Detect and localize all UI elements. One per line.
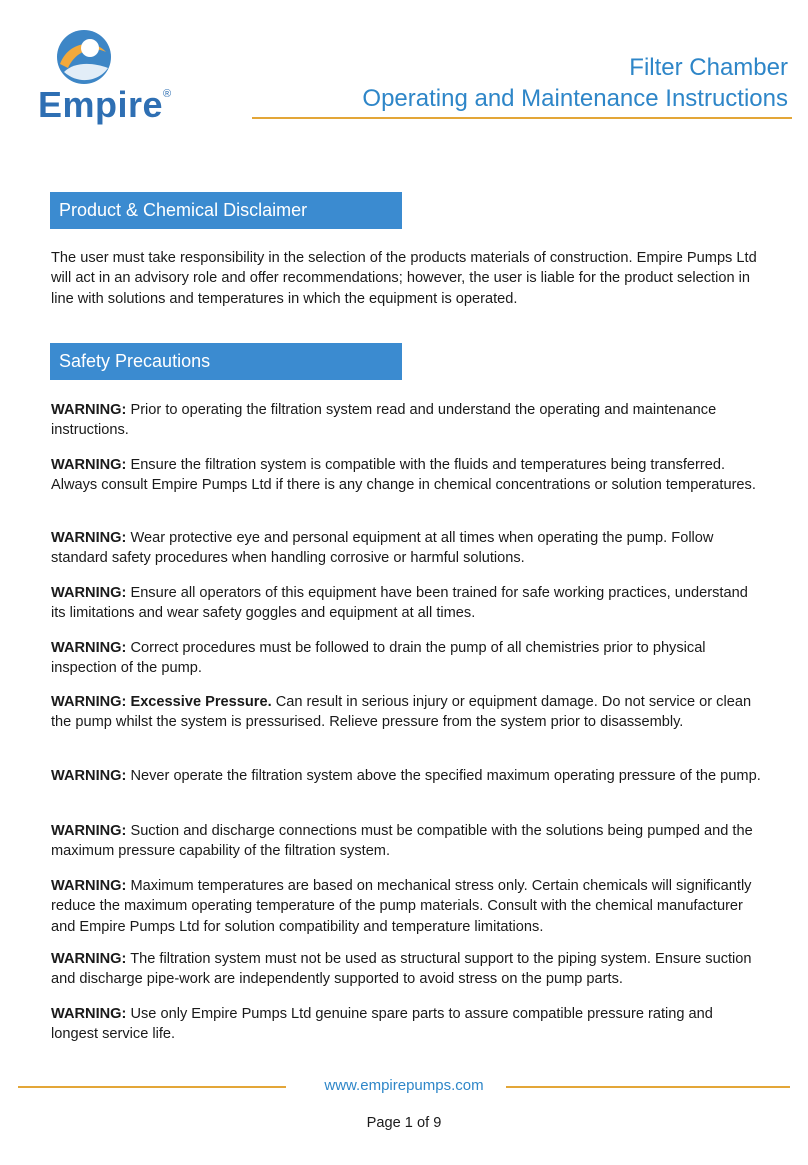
warning-label: WARNING:: [51, 694, 127, 710]
warning-item: WARNING: Ensure all operators of this equipment have been trained for safe working practices, understand its limitations and wear safety goggles and equipment at all times.: [51, 585, 748, 622]
empire-logo: [38, 28, 178, 128]
warning-label: WARNING:: [51, 951, 127, 967]
disclaimer-heading: Product & Chemical Disclaimer: [50, 192, 402, 229]
document-title-line2: Operating and Maintenance Instructions: [362, 85, 788, 112]
warning-label: WARNING:: [51, 585, 127, 601]
warning-item: WARNING: Use only Empire Pumps Ltd genuine spare parts to assure compatible pressure rating and longest service life.: [51, 1006, 713, 1043]
header-divider: [252, 117, 792, 119]
warning-item: WARNING: Suction and discharge connections must be compatible with the solutions being pumped and the maximum pressure capability of the filtration system.: [51, 823, 753, 860]
warning-item: WARNING: The filtration system must not be used as structural support to the piping system. Ensure suction and discharge pipe-work are independently supported to avoid stress on the pump parts.: [51, 951, 752, 988]
warning-label: WARNING:: [51, 1006, 127, 1022]
page-number: Page 1 of 9: [366, 1115, 442, 1131]
warning-label: WARNING:: [51, 530, 127, 546]
warning-emphasis: Excessive Pressure.: [126, 694, 272, 710]
warning-label: WARNING:: [51, 878, 127, 894]
document-title: [362, 52, 788, 114]
warning-label: WARNING:: [51, 640, 127, 656]
warning-label: WARNING:: [51, 457, 127, 473]
warning-item: WARNING: Prior to operating the filtration system read and understand the operating and maintenance instructions.: [51, 402, 717, 439]
warning-label: WARNING:: [51, 768, 127, 784]
empire-swirl-icon: [54, 28, 114, 86]
logo-wordmark: Empire®: [38, 84, 172, 125]
safety-heading: Safety Precautions: [50, 343, 402, 380]
warning-label: WARNING:: [51, 823, 127, 839]
warning-item: WARNING: Never operate the filtration system above the specified maximum operating pressure of the pump.: [51, 768, 761, 784]
warning-label: WARNING:: [51, 402, 127, 418]
warning-item: WARNING: Maximum temperatures are based on mechanical stress only. Certain chemicals will significantly reduce the maximum operating temperature of the pump materials. Consult with the chemical manufacturer and Empire Pumps Ltd for solution compatibility and temperature limitations.: [51, 878, 752, 935]
warning-item: WARNING: Excessive Pressure. Can result in serious injury or equipment damage. Do not service or clean the pump whilst the system is pressurised. Relieve pressure from the system prior to disassembly.: [51, 694, 752, 731]
warning-item: WARNING: Ensure the filtration system is compatible with the fluids and temperatures being transferred. Always consult Empire Pumps Ltd if there is any change in chemical concentrations or solution temperatures.: [51, 457, 756, 494]
warning-item: WARNING: Correct procedures must be followed to drain the pump of all chemistries prior to physical inspection of the pump.: [51, 640, 706, 677]
document-title-line1: Filter Chamber: [629, 54, 788, 81]
footer-website-link[interactable]: www.empirepumps.com: [324, 1077, 484, 1094]
disclaimer-body: The user must take responsibility in the selection of the products materials of construction. Empire Pumps Ltd will act in an advisory role and offer recommendations; however, the user is liable for the product selection in line with solutions and temperatures in which the equipment is operated.: [51, 250, 757, 307]
warning-item: WARNING: Wear protective eye and personal equipment at all times when operating the pump. Follow standard safety procedures when handling corrosive or harmful solutions.: [51, 530, 714, 567]
